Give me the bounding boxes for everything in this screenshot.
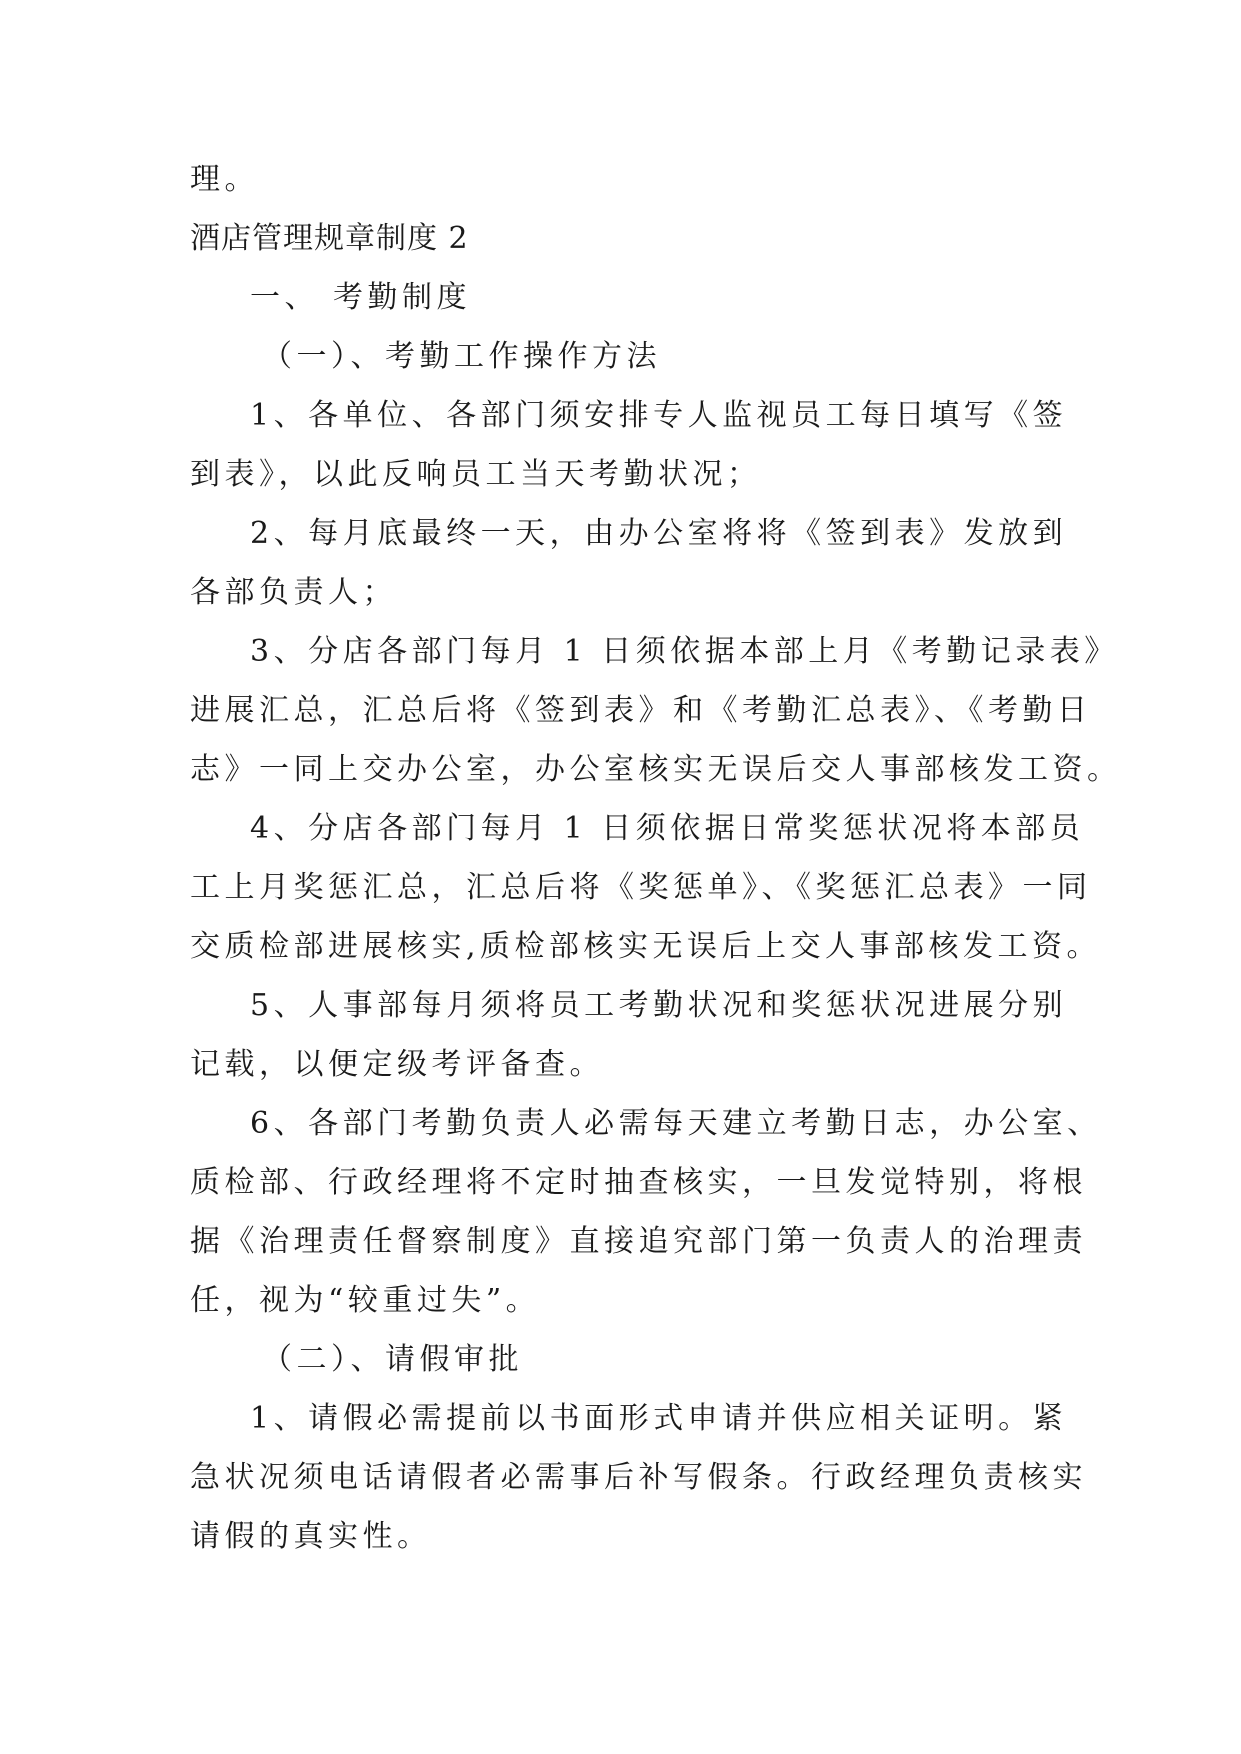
text-line: 理。 bbox=[190, 162, 259, 197]
paragraph-line: 3、分店各部门每月 1 日须依据本部上月《考勤记录表》 bbox=[250, 634, 1119, 669]
heading-level-2: （二）、请假审批 bbox=[262, 1342, 523, 1377]
paragraph-line: 4、分店各部门每月 1 日须依据日常奖惩状况将本部员 bbox=[250, 811, 1085, 846]
paragraph-line: 急状况须电话请假者必需事后补写假条。行政经理负责核实 bbox=[190, 1460, 1087, 1495]
paragraph-line: 5、人事部每月须将员工考勤状况和奖惩状况进展分别 bbox=[250, 988, 1068, 1023]
paragraph-line: 请假的真实性。 bbox=[190, 1519, 432, 1554]
paragraph-line: 进展汇总，汇总后将《签到表》和《考勤汇总表》、《考勤日 bbox=[190, 693, 1092, 728]
heading-level-1: 一、 考勤制度 bbox=[250, 280, 472, 315]
paragraph-line: 2、每月底最终一天，由办公室将将《签到表》发放到 bbox=[250, 516, 1068, 551]
paragraph-line: 1、请假必需提前以书面形式申请并供应相关证明。紧 bbox=[250, 1401, 1068, 1436]
paragraph-line: 志》一同上交办公室，办公室核实无误后交人事部核发工资。 bbox=[190, 752, 1122, 787]
heading-level-2: （一）、考勤工作操作方法 bbox=[262, 339, 661, 374]
paragraph-line: 1、各单位、各部门须安排专人监视员工每日填写《签 bbox=[250, 398, 1068, 433]
paragraph-line: 质检部、行政经理将不定时抽查核实，一旦发觉特别，将根 bbox=[190, 1165, 1087, 1200]
document-page bbox=[190, 150, 1122, 1566]
paragraph-line: 工上月奖惩汇总，汇总后将《奖惩单》、《奖惩汇总表》一同 bbox=[190, 870, 1092, 905]
paragraph-line: 各部负责人； bbox=[190, 575, 397, 610]
paragraph-line: 6、各部门考勤负责人必需每天建立考勤日志，办公室、 bbox=[250, 1106, 1102, 1141]
paragraph-line: 任，视为“较重过失”。 bbox=[190, 1283, 541, 1318]
paragraph-line: 交质检部进展核实,质检部核实无误后上交人事部核发工资。 bbox=[190, 929, 1102, 964]
paragraph-line: 记载，以便定级考评备查。 bbox=[190, 1047, 604, 1082]
paragraph-line: 据《治理责任督察制度》直接追究部门第一负责人的治理责 bbox=[190, 1224, 1087, 1259]
section-title: 酒店管理规章制度 2 bbox=[190, 221, 469, 256]
paragraph-line: 到表》，以此反响员工当天考勤状况； bbox=[190, 457, 762, 492]
